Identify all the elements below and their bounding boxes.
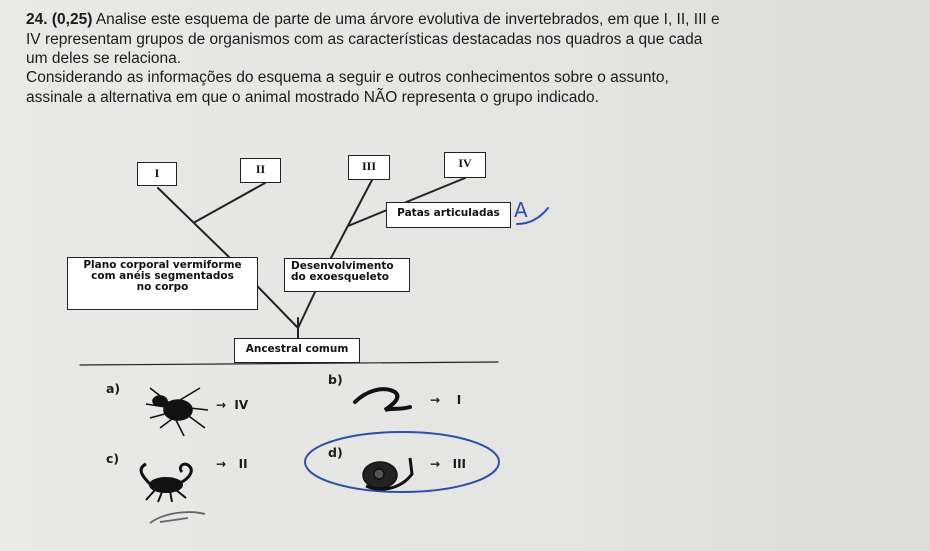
option-b-arrow-glyph: →	[430, 393, 441, 407]
option-c-group: II	[238, 457, 248, 471]
option-c-arrow-glyph: →	[216, 457, 227, 471]
option-a-letter: a)	[106, 381, 121, 396]
question-number: 24.	[26, 11, 48, 28]
scorpion-drawing	[141, 464, 191, 502]
vermiforme-line-3: no corpo	[136, 281, 189, 293]
spider-drawing	[146, 388, 208, 436]
option-c-arrow	[216, 457, 248, 471]
option-a-group: IV	[234, 398, 249, 412]
group-box-II: II	[240, 158, 281, 183]
option-c-letter: c)	[106, 451, 120, 466]
vermiforme-line-1: Plano corporal vermiforme	[83, 259, 242, 271]
box-vermiforme	[67, 257, 258, 310]
exoesqueleto-line-1: Desenvolvimento	[291, 260, 394, 272]
option-d-arrow	[430, 457, 466, 471]
question-text-1: Analise este esquema de parte de uma árvore evolutiva de invertebrados, em que I, II, III e	[95, 11, 720, 28]
handwritten-note-a: A	[514, 198, 528, 222]
box-ancestral-comum: Ancestral comum	[234, 338, 360, 363]
question-line-3: um deles se relaciona.	[26, 50, 182, 67]
snail-drawing	[363, 458, 412, 489]
option-a-arrow-glyph: →	[216, 398, 227, 412]
option-b-group: I	[456, 393, 462, 407]
group-box-III: III	[348, 155, 390, 180]
option-d-group: III	[452, 457, 467, 471]
question-line-4: Considerando as informações do esquema a seguir e outros conhecimentos sobre o assunto,	[26, 69, 669, 86]
question-score: (0,25)	[51, 11, 93, 28]
question-line-2: IV representam grupos de organismos com as características destacadas nos quadros a que cada	[26, 31, 703, 48]
exoesqueleto-line-2: do exoesqueleto	[291, 271, 389, 283]
vermiforme-line-2: com anéis segmentados	[91, 270, 234, 282]
group-box-IV: IV	[444, 152, 486, 178]
group-box-I: I	[137, 162, 177, 186]
question-line-5: assinale a alternativa em que o animal mostrado NÃO representa o grupo indicado.	[26, 89, 599, 106]
box-exoesqueleto	[284, 258, 410, 292]
option-b-letter: b)	[328, 372, 343, 387]
worm-drawing	[355, 389, 410, 410]
option-d-arrow-glyph: →	[430, 457, 441, 471]
option-b-arrow	[430, 393, 461, 407]
option-d-letter: d)	[328, 445, 343, 460]
option-a-arrow	[216, 398, 248, 412]
box-patas-articuladas: Patas articuladas	[386, 202, 511, 228]
